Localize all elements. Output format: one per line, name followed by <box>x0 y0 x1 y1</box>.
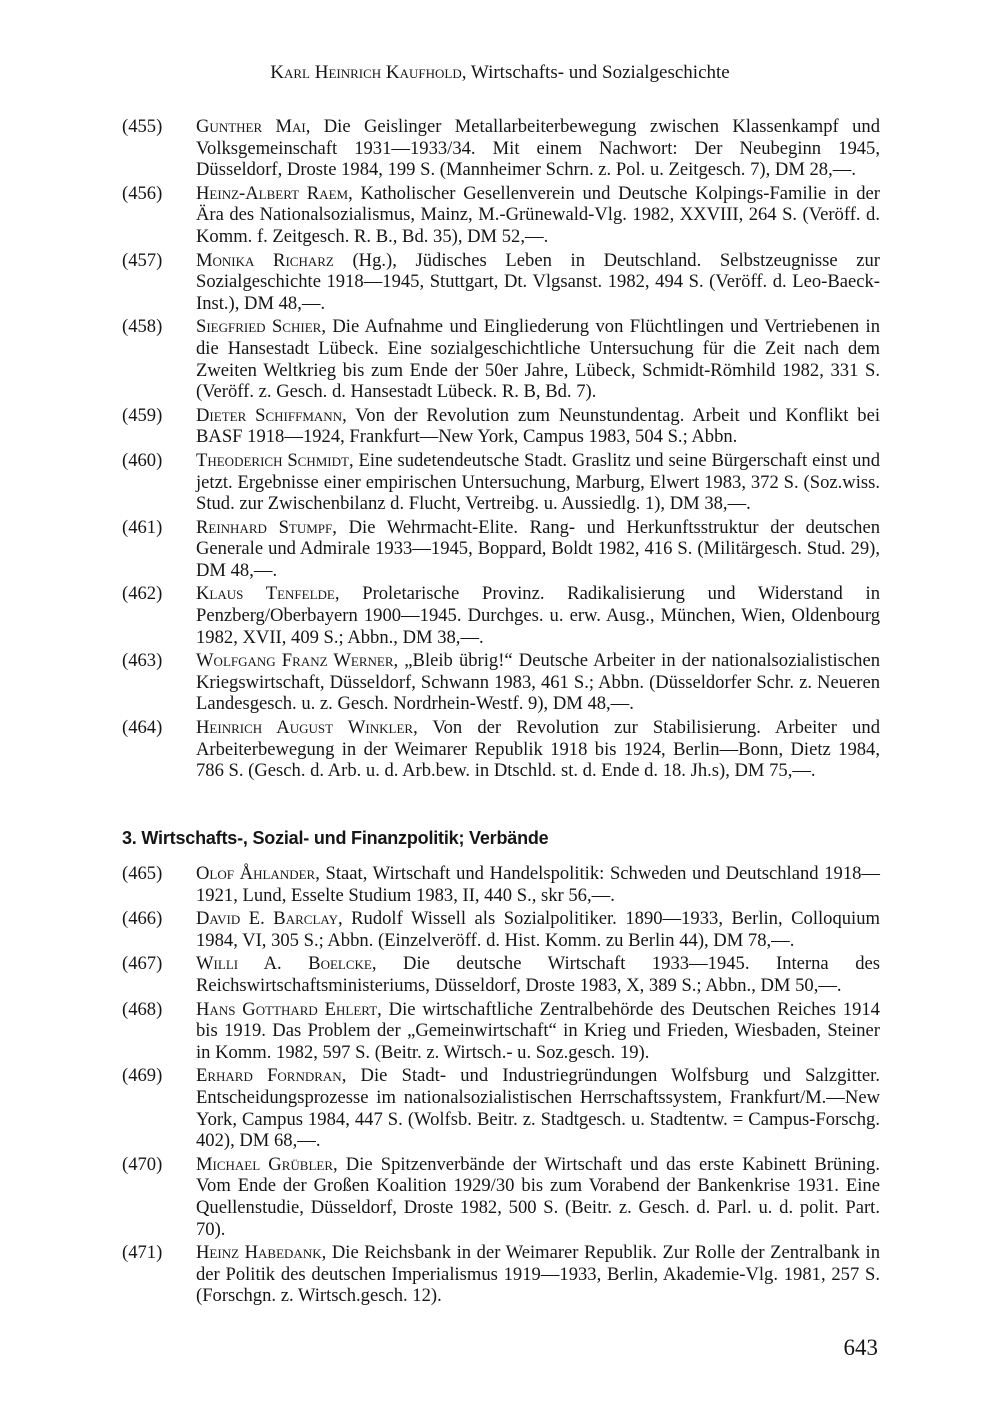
bibliography-entry <box>122 517 880 582</box>
entry-number: (456) <box>122 182 163 204</box>
entry-text: (Hg.), Jüdisches Leben in Deutschland. Selbstzeugnisse zur Sozialgeschichte 1918—1945, Stuttgart, Dt. Vlgsanst. 1982, 494 S. (Veröff. d. Leo-Baeck-Inst.), DM 48,—. <box>196 249 880 314</box>
bibliography-entry <box>122 999 880 1064</box>
entry-author: Dieter Schiffmann <box>196 404 343 426</box>
entry-number: (465) <box>122 863 163 884</box>
bibliography-entry <box>122 583 880 648</box>
bibliography-entry <box>122 650 880 715</box>
entry-text: , Die Spitzenverbände der Wirtschaft und das erste Kabinett Brüning. Vom Ende der Großen Koalition 1929/30 bis zum Vorabend der Bankenkrise 1931. Eine Quellenstudie, Düsseldorf, Droste 1982, 500 S. (Beitr. z. Gesch. d. Parl. u. d. polit. Part. 70). <box>196 1153 880 1240</box>
running-head-title: , Wirtschafts- und Sozialgeschichte <box>461 62 730 83</box>
entry-number: (466) <box>122 908 163 930</box>
entry-text: , Die Wehrmacht-Elite. Rang- und Herkunftsstruktur der deutschen Generale und Admirale 1933—1945, Boppard, Boldt 1982, 416 S. (Militärgesch. Stud. 29), DM 48,—. <box>196 516 881 581</box>
bibliography-entry <box>122 908 880 951</box>
running-head-author: Karl Heinrich Kaufhold <box>270 62 462 83</box>
entry-author: Monika Richarz <box>196 249 334 271</box>
bibliography-list-part-2 <box>122 863 880 1309</box>
entry-author: Willi A. Boelcke <box>196 953 372 975</box>
page-number: 643 <box>843 1335 878 1360</box>
entry-author: Wolfgang Franz Werner <box>196 650 394 672</box>
bibliography-entry <box>122 250 880 315</box>
entry-text: , Von der Revolution zur Stabilisierung. Arbeiter und Arbeiterbewegung in der Weimarer Republik 1918 bis 1924, Berlin—Bonn, Dietz 1984, 786 S. (Gesch. d. Arb. u. d. Arb.bew. in Dtschld. st. d. Ende d. 18. Jh.s), DM 75,—. <box>196 717 880 782</box>
section-heading: 3. Wirtschafts-, Sozial- und Finanzpolitik; Verbände <box>122 828 549 848</box>
entry-number: (458) <box>122 316 163 338</box>
entry-number: (460) <box>122 449 163 471</box>
bibliography-entry <box>122 116 880 181</box>
entry-text: , Die wirtschaftliche Zentralbehörde des Deutschen Reiches 1914 bis 1919. Das Problem der „Gemeinwirtschaft“ in Krieg und Frieden, Wiesbaden, Steiner in Komm. 1982, 597 S. (Beitr. z. Wirtsch.- u. Soz.gesch. 19). <box>196 998 880 1063</box>
entry-author: Reinhard Stumpf <box>196 516 333 538</box>
entry-text: , Die Stadt- und Industriegründungen Wolfsburg und Salzgitter. Entscheidungsprozesse im nationalsozialistischen Herrschaftssystem, Frankfurt/M.—New York, Campus 1984, 447 S. (Wolfsb. Beitr. z. Stadtgesch. u. Stadtentw. = Campus-Forschg. 402), DM 68,—. <box>196 1065 880 1152</box>
bibliography-entry <box>122 717 880 782</box>
entry-text: , Staat, Wirtschaft und Handelspolitik: Schweden und Deutschland 1918—1921, Lund, Esselte Studium 1983, II, 440 S., skr 56,—. <box>196 863 881 906</box>
entry-author: Erhard Forndran <box>196 1065 342 1087</box>
entry-text: , Rudolf Wissell als Sozialpolitiker. 1890—1933, Berlin, Colloquium 1984, VI, 305 S.; Abbn. (Einzelveröff. d. Hist. Komm. zu Berlin 44), DM 78,—. <box>196 908 880 951</box>
bibliography-entry <box>122 1154 880 1240</box>
entry-text: , Die deutsche Wirtschaft 1933—1945. Interna des Reichswirtschaftsministeriums, Düsseldorf, Droste 1983, X, 389 S.; Abbn., DM 50,—. <box>196 953 880 996</box>
entry-number: (471) <box>122 1242 163 1264</box>
entry-number: (468) <box>122 998 163 1020</box>
entry-author: Michael Grübler <box>196 1153 334 1175</box>
bibliography-entry <box>122 1242 880 1307</box>
bibliography-entry <box>122 1065 880 1151</box>
running-head <box>0 60 1000 86</box>
entry-number: (467) <box>122 953 163 975</box>
entry-author: Olof Åhlander <box>196 863 316 884</box>
entry-number: (463) <box>122 650 163 672</box>
entry-text: , Katholischer Gesellenverein und Deutsche Kolpings-Familie in der Ära des Nationalsozialismus, Mainz, M.-Grünewald-Vlg. 1982, XXVIII, 264 S. (Veröff. d. Komm. f. Zeitgesch. R. B., Bd. 35), DM 52,—. <box>196 182 880 247</box>
entry-text: , Proletarische Provinz. Radikalisierung und Widerstand in Penzberg/Oberbayern 1900—1945. Durchges. u. erw. Ausg., München, Wien, Oldenbourg 1982, XVII, 409 S.; Abbn., DM 38,—. <box>196 583 880 648</box>
entry-author: Heinz Habedank <box>196 1242 322 1264</box>
bibliography-entry <box>122 450 880 515</box>
entry-author: Theoderich Schmidt <box>196 449 349 471</box>
entry-author: Hans Gotthard Ehlert <box>196 998 378 1020</box>
bibliography-entry <box>122 183 880 248</box>
entry-text: , Die Aufnahme und Eingliederung von Flüchtlingen und Vertriebenen in die Hansestadt Lübeck. Eine sozialgeschichtliche Untersuchung für die Zeit nach dem Zweiten Weltkrieg bis zum Ende der 50er Jahre, Lübeck, Schmidt-Römhild 1982, 331 S. (Veröff. z. Gesch. d. Hansestadt Lübeck. R. B, Bd. 7). <box>196 316 880 403</box>
entry-number: (464) <box>122 717 163 739</box>
entry-author: Gunther Mai <box>196 116 306 137</box>
entry-author: David E. Barclay <box>196 908 338 930</box>
entry-text: , „Bleib übrig!“ Deutsche Arbeiter in der nationalsozialistischen Kriegswirtschaft, Düsseldorf, Schwann 1983, 461 S.; Abbn. (Düsseldorfer Schr. z. Neueren Landesgesch. u. z. Gesch. Nordrhein-Westf. 9), DM 48,—. <box>196 650 880 715</box>
entry-text: , Die Reichsbank in der Weimarer Republik. Zur Rolle der Zentralbank in der Politik des deutschen Imperialismus 1919—1933, Berlin, Akademie-Vlg. 1981, 257 S. (Forschgn. z. Wirtsch.gesch. 12). <box>196 1242 881 1307</box>
entry-text: , Eine sudetendeutsche Stadt. Graslitz und seine Bürgerschaft einst und jetzt. Ergebnisse einer empirischen Untersuchung, Marburg, Elwert 1983, 372 S. (Soz.wiss. Stud. zur Zwischenbilanz d. Flucht, Vertreibg. u. Aussiedlg. 1), DM 38,—. <box>196 449 880 515</box>
bibliography-entry <box>122 953 880 996</box>
entry-number: (457) <box>122 249 163 271</box>
entry-number: (462) <box>122 583 163 605</box>
bibliography-list-part-1 <box>122 116 880 784</box>
entry-number: (461) <box>122 516 163 538</box>
entry-text: , Die Geislinger Metallarbeiterbewegung zwischen Klassenkampf und Volksgemeinschaft 1931—1933/34. Mit einem Nachwort: Der Neubeginn 1945, Düsseldorf, Droste 1984, 199 S. (Mannheimer Schrn. z. Pol. u. Zeitgesch. 7), DM 28,—. <box>196 116 880 181</box>
entry-author: Heinz-Albert Raem <box>196 182 349 204</box>
entry-number: (459) <box>122 404 163 426</box>
entry-number: (469) <box>122 1065 163 1087</box>
bibliography-entry <box>122 316 880 402</box>
entry-author: Heinrich August Winkler <box>196 717 414 739</box>
entry-text: , Von der Revolution zum Neunstundentag. Arbeit und Konflikt bei BASF 1918—1924, Frankfurt—New York, Campus 1983, 504 S.; Abbn. <box>196 404 881 448</box>
bibliography-entry <box>122 863 880 906</box>
entry-number: (455) <box>122 116 163 137</box>
bibliography-entry <box>122 405 880 448</box>
entry-author: Siegfried Schier <box>196 316 322 338</box>
entry-author: Klaus Tenfelde <box>196 583 335 605</box>
entry-number: (470) <box>122 1153 163 1175</box>
